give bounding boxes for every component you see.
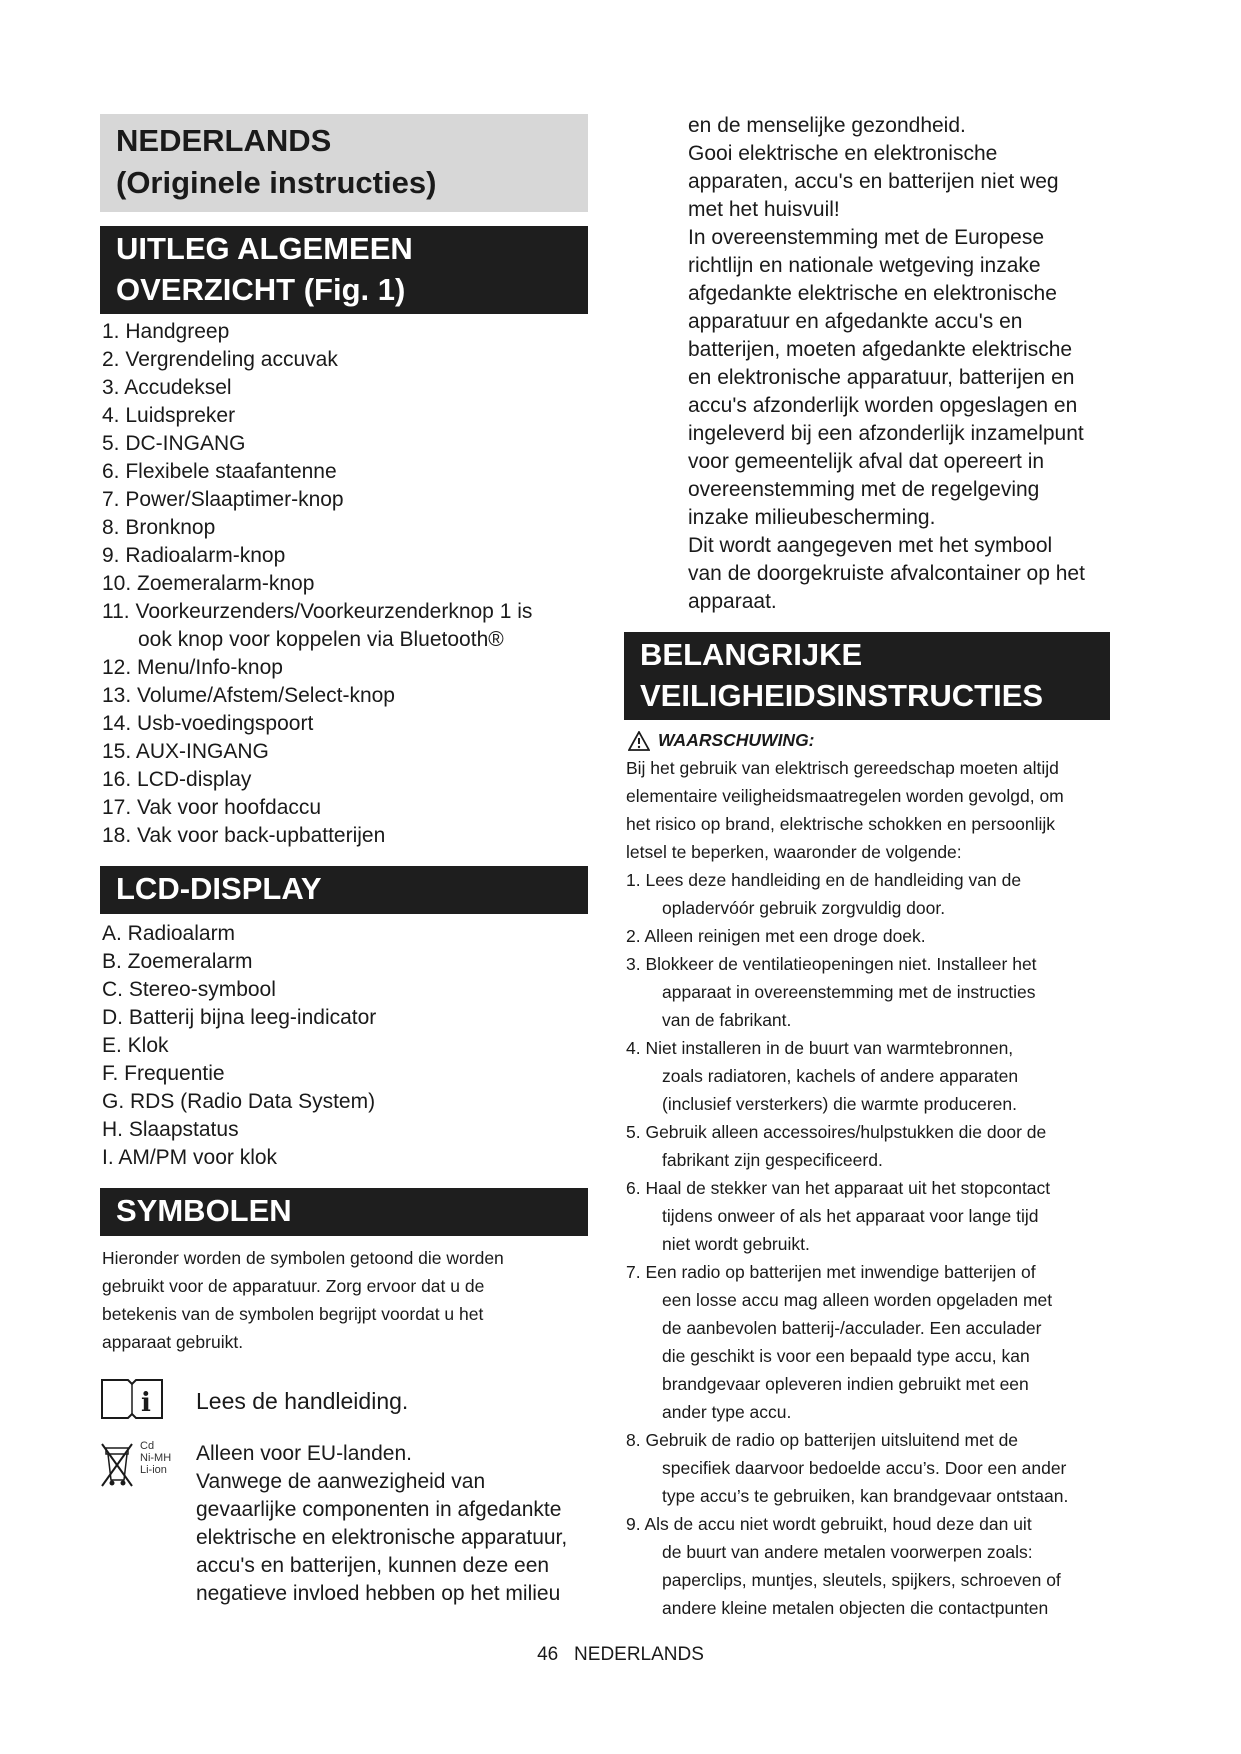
list-item: (inclusief versterkers) die warmte produceren.	[662, 1094, 1017, 1114]
list-item: 1. Handgreep	[102, 320, 230, 343]
list-item: niet wordt gebruikt.	[662, 1234, 810, 1254]
text-line: voor gemeentelijk afval dat opereert in	[688, 450, 1045, 473]
text-line: betekenis van de symbolen begrijpt voordat u het	[102, 1304, 484, 1324]
symbols-heading: SYMBOLEN	[100, 1188, 588, 1236]
icon-label: Li-ion	[140, 1464, 167, 1476]
list-item: 16. LCD-display	[102, 768, 252, 791]
list-item: I. AM/PM voor klok	[102, 1146, 278, 1169]
list-item: 9. Radioalarm-knop	[102, 544, 286, 567]
list-item: E. Klok	[102, 1034, 169, 1057]
text-line: apparaat.	[688, 590, 777, 613]
list-item: 11. Voorkeurzenders/Voorkeurzenderknop 1 is	[102, 600, 533, 623]
list-item: 7. Power/Slaaptimer-knop	[102, 488, 344, 511]
text-line: en de menselijke gezondheid.	[688, 114, 966, 137]
warning-text: WAARSCHUWING:	[658, 730, 815, 750]
language-subtitle: (Originele instructies)	[116, 165, 437, 200]
text-line: apparaten, accu's en batterijen niet weg	[688, 170, 1059, 193]
text-line: Hieronder worden de symbolen getoond die worden	[102, 1248, 504, 1268]
text-line: afgedankte elektrische en elektronische	[688, 282, 1057, 305]
list-item: 5. Gebruik alleen accessoires/hulpstukken die door de	[626, 1122, 1047, 1142]
list-item: 14. Usb-voedingspoort	[102, 712, 314, 735]
icon-label: Cd	[140, 1440, 155, 1452]
list-item: 3. Accudeksel	[102, 376, 232, 399]
overview-list	[102, 318, 532, 850]
list-item: 10. Zoemeralarm-knop	[102, 572, 315, 595]
text-line: het risico op brand, elektrische schokken en persoonlijk	[626, 814, 1055, 834]
list-item: de aanbevolen batterij-/acculader. Een acculader	[662, 1318, 1042, 1338]
list-item: 2. Alleen reinigen met een droge doek.	[626, 926, 926, 946]
text-line: Alleen voor EU-landen.	[196, 1442, 412, 1465]
warning-icon	[628, 731, 650, 751]
overview-heading-line1: UITLEG ALGEMEEN	[116, 231, 413, 266]
text-line: elektrische en elektronische apparatuur,	[196, 1526, 568, 1549]
list-item: opladervóór gebruik zorgvuldig door.	[662, 898, 946, 918]
safety-list	[626, 866, 1068, 1622]
read-manual-text: Lees de handleiding.	[196, 1388, 409, 1414]
list-item: die geschikt is voor een bepaald type accu, kan	[662, 1346, 1030, 1366]
list-item: 1. Lees deze handleiding en de handleiding van de	[626, 870, 1022, 890]
list-item: 4. Luidspreker	[102, 404, 236, 427]
icon-label: Ni-MH	[140, 1452, 172, 1464]
text-line: batterijen, moeten afgedankte elektrische	[688, 338, 1073, 361]
list-item: 8. Gebruik de radio op batterijen uitsluitend met de	[626, 1430, 1019, 1450]
text-line: Dit wordt aangegeven met het symbool	[688, 534, 1053, 557]
list-item: 3. Blokkeer de ventilatieopeningen niet. Installeer het	[626, 954, 1037, 974]
lcd-heading: LCD-DISPLAY	[100, 866, 588, 914]
list-item: fabrikant zijn gespecificeerd.	[662, 1150, 883, 1170]
list-item: 13. Volume/Afstem/Select-knop	[102, 684, 395, 707]
overview-heading-line2: OVERZICHT (Fig. 1)	[116, 272, 406, 307]
text-line: en elektronische apparatuur, batterijen en	[688, 366, 1075, 389]
warning-label	[628, 730, 815, 751]
language-header	[100, 114, 588, 212]
text-line: accu's afzonderlijk worden opgeslagen en	[688, 394, 1078, 417]
list-item: 6. Flexibele staafantenne	[102, 460, 337, 483]
list-item: F. Frequentie	[102, 1062, 225, 1085]
overview-heading	[100, 226, 588, 314]
page-footer	[0, 1644, 1241, 1666]
page-number: 46	[537, 1644, 559, 1665]
list-item: 6. Haal de stekker van het apparaat uit het stopcontact	[626, 1178, 1051, 1198]
text-line: negatieve invloed hebben op het milieu	[196, 1582, 561, 1605]
list-item: A. Radioalarm	[102, 922, 236, 945]
text-line: overeenstemming met de regelgeving	[688, 478, 1040, 501]
weee-continued-text	[688, 112, 1085, 616]
text-line: richtlijn en nationale wetgeving inzake	[688, 254, 1041, 277]
list-item: 18. Vak voor back-upbatterijen	[102, 824, 386, 847]
footer-language: NEDERLANDS	[574, 1644, 704, 1665]
list-item: 4. Niet installeren in de buurt van warmtebronnen,	[626, 1038, 1014, 1058]
list-item: 7. Een radio op batterijen met inwendige batterijen of	[626, 1262, 1036, 1282]
text-line: gevaarlijke componenten in afgedankte	[196, 1498, 562, 1521]
text-line: met het huisvuil!	[688, 198, 840, 221]
text-line: In overeenstemming met de Europese	[688, 226, 1045, 249]
list-item: 2. Vergrendeling accuvak	[102, 348, 338, 371]
text-line: inzake milieubescherming.	[688, 506, 936, 529]
list-item: ander type accu.	[662, 1402, 792, 1422]
text-line: ingeleverd bij een afzonderlijk inzamelpunt	[688, 422, 1084, 445]
list-item: van de fabrikant.	[662, 1010, 792, 1030]
text-line: apparatuur en afgedankte accu's en	[688, 310, 1023, 333]
list-item: paperclips, muntjes, sleutels, spijkers, schroeven of	[662, 1570, 1061, 1590]
list-item: 17. Vak voor hoofdaccu	[102, 796, 322, 819]
list-item: apparaat in overeenstemming met de instructies	[662, 982, 1036, 1002]
list-item: brandgevaar opleveren indien gebruikt met een	[662, 1374, 1029, 1394]
text-line: Bij het gebruik van elektrisch gereedschap moeten altijd	[626, 758, 1059, 778]
list-item: G. RDS (Radio Data System)	[102, 1090, 376, 1113]
symbols-intro	[102, 1244, 504, 1356]
list-item: 5. DC-INGANG	[102, 432, 246, 455]
text-line: apparaat gebruikt.	[102, 1332, 244, 1352]
text-line: Gooi elektrische en elektronische	[688, 142, 998, 165]
list-item: 12. Menu/Info-knop	[102, 656, 283, 679]
list-item: 15. AUX-INGANG	[102, 740, 269, 763]
list-item: tijdens onweer of als het apparaat voor lange tijd	[662, 1206, 1039, 1226]
crossed-bin-labels	[140, 1440, 171, 1476]
list-item: 8. Bronknop	[102, 516, 216, 539]
list-item: zoals radiatoren, kachels of andere apparaten	[662, 1066, 1019, 1086]
list-item: andere kleine metalen objecten die contactpunten	[662, 1598, 1049, 1618]
text-line: elementaire veiligheidsmaatregelen worden gevolgd, om	[626, 786, 1064, 806]
list-item: een losse accu mag alleen worden opgeladen met	[662, 1290, 1053, 1310]
safety-heading-line2: VEILIGHEIDSINSTRUCTIES	[640, 678, 1044, 713]
text-line: van de doorgekruiste afvalcontainer op het	[688, 562, 1085, 585]
list-item: 9. Als de accu niet wordt gebruikt, houd deze dan uit	[626, 1514, 1032, 1534]
svg-text:i: i	[141, 1388, 151, 1418]
list-item: type accu’s te gebruiken, kan brandgevaar ontstaan.	[662, 1486, 1069, 1506]
list-item: ook knop voor koppelen via Bluetooth®	[138, 628, 504, 651]
list-item: B. Zoemeralarm	[102, 950, 253, 973]
list-item: C. Stereo-symbool	[102, 978, 276, 1001]
safety-heading	[624, 632, 1110, 720]
list-item: specifiek daarvoor bedoelde accu’s. Door een ander	[662, 1458, 1067, 1478]
text-line: accu's en batterijen, kunnen deze een	[196, 1554, 550, 1577]
list-item: D. Batterij bijna leeg-indicator	[102, 1006, 377, 1029]
language-title: NEDERLANDS	[116, 123, 332, 158]
safety-heading-line1: BELANGRIJKE	[640, 637, 863, 672]
text-line: letsel te beperken, waaronder de volgende:	[626, 842, 962, 862]
read-manual-icon	[100, 1374, 164, 1420]
list-item: de buurt van andere metalen voorwerpen zoals:	[662, 1542, 1033, 1562]
safety-intro	[626, 754, 1064, 866]
weee-text	[196, 1440, 567, 1608]
lcd-list	[102, 920, 376, 1172]
text-line: Vanwege de aanwezigheid van	[196, 1470, 486, 1493]
list-item: H. Slaapstatus	[102, 1118, 239, 1141]
text-line: gebruikt voor de apparatuur. Zorg ervoor dat u de	[102, 1276, 485, 1296]
